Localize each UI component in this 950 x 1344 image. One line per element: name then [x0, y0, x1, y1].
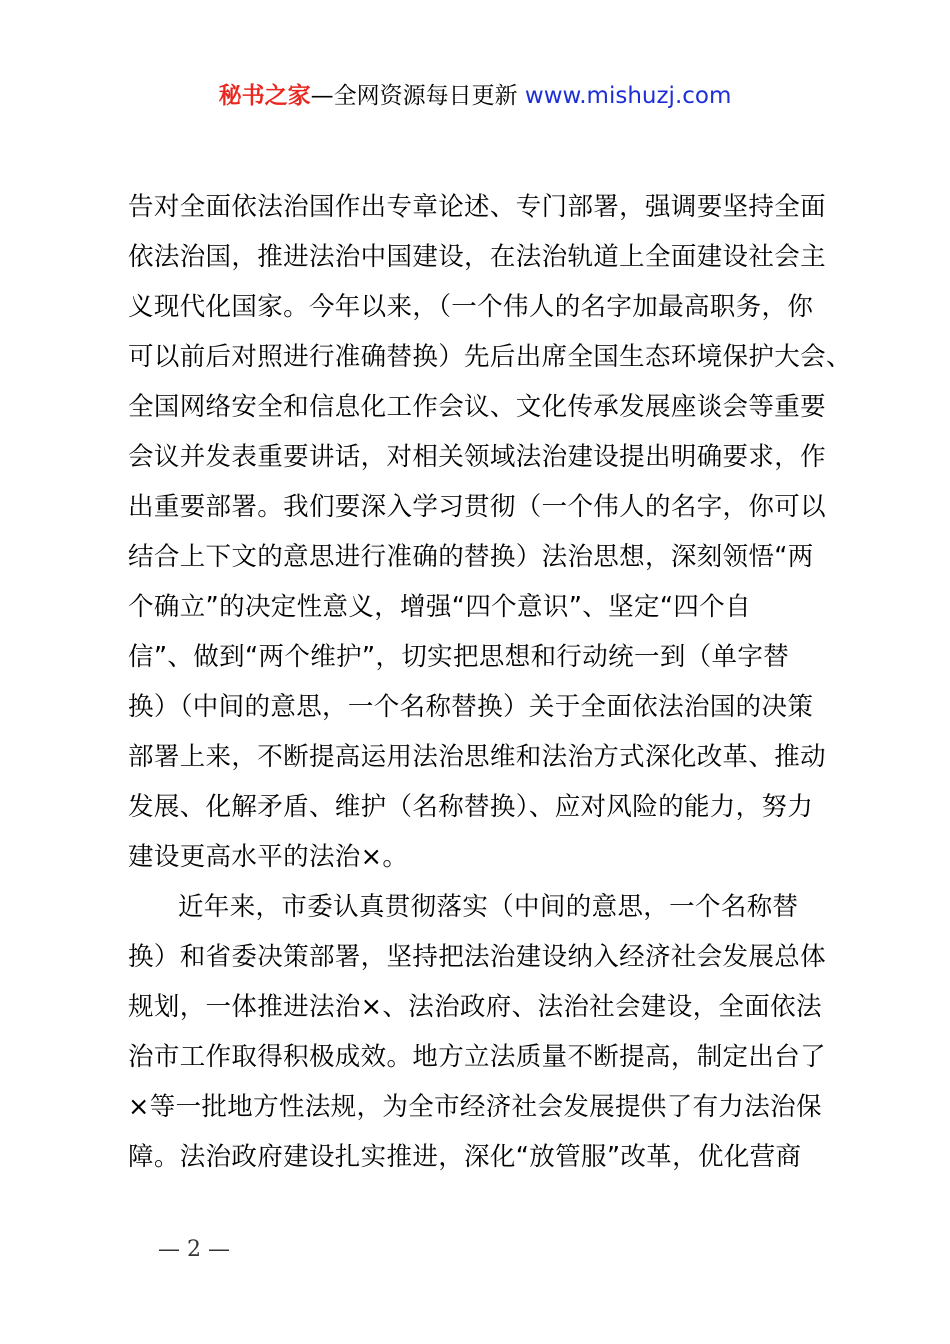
- page-header: [0, 80, 950, 112]
- text-line: 告对全面依法治国作出专章论述、专门部署，强调要坚持全面: [128, 192, 826, 222]
- paragraph-2: [128, 882, 848, 1182]
- text-line: 部署上来，不断提高运用法治思维和法治方式深化改革、推动: [128, 742, 826, 772]
- text-line: 出重要部署。我们要深入学习贯彻（一个伟人的名字，你可以: [128, 492, 826, 522]
- text-line: ×等一批地方性法规，为全市经济社会发展提供了有力法治保: [128, 1092, 822, 1122]
- text-line: 近年来，市委认真贯彻落实（中间的意思，一个名称替: [178, 892, 799, 922]
- text-line: 依法治国，推进法治中国建设，在法治轨道上全面建设社会主: [128, 242, 826, 272]
- text-line: 结合上下文的意思进行准确的替换）法治思想，深刻领悟“两: [128, 542, 814, 572]
- text-line: 换）和省委决策部署，坚持把法治建设纳入经济社会发展总体: [128, 942, 826, 972]
- text-line: 规划，一体推进法治×、法治政府、法治社会建设，全面依法: [128, 992, 822, 1022]
- text-line: 治市工作取得积极成效。地方立法质量不断提高，制定出台了: [128, 1042, 826, 1072]
- header-brand: 秘书之家: [218, 83, 311, 109]
- header-tagline: —全网资源每日更新: [310, 83, 518, 109]
- text-line: 换）（中间的意思，一个名称替换）关于全面依法治国的决策: [128, 692, 814, 722]
- document-body: [128, 182, 852, 1182]
- text-line: 义现代化国家。今年以来，（一个伟人的名字加最高职务，你: [128, 292, 814, 322]
- text-line: 可以前后对照进行准确替换）先后出席全国生态环境保护大会、: [128, 342, 852, 372]
- text-line: 全国网络安全和信息化工作会议、文化传承发展座谈会等重要: [128, 392, 826, 422]
- page-number: — 2 —: [158, 1237, 230, 1262]
- text-line: 会议并发表重要讲话，对相关领域法治建设提出明确要求，作: [128, 442, 826, 472]
- text-line: 个确立”的决定性意义，增强“四个意识”、坚定“四个自: [128, 592, 751, 622]
- text-line: 信”、做到“两个维护”，切实把思想和行动统一到（单字替: [128, 642, 790, 672]
- text-line: 障。法治政府建设扎实推进，深化“放管服”改革，优化营商: [128, 1142, 802, 1172]
- text-line: 建设更高水平的法治×。: [128, 842, 409, 872]
- header-url[interactable]: www.mishuzj.com: [524, 83, 732, 109]
- text-line: 发展、化解矛盾、维护（名称替换）、应对风险的能力，努力: [128, 792, 814, 822]
- paragraph-1: [128, 182, 852, 882]
